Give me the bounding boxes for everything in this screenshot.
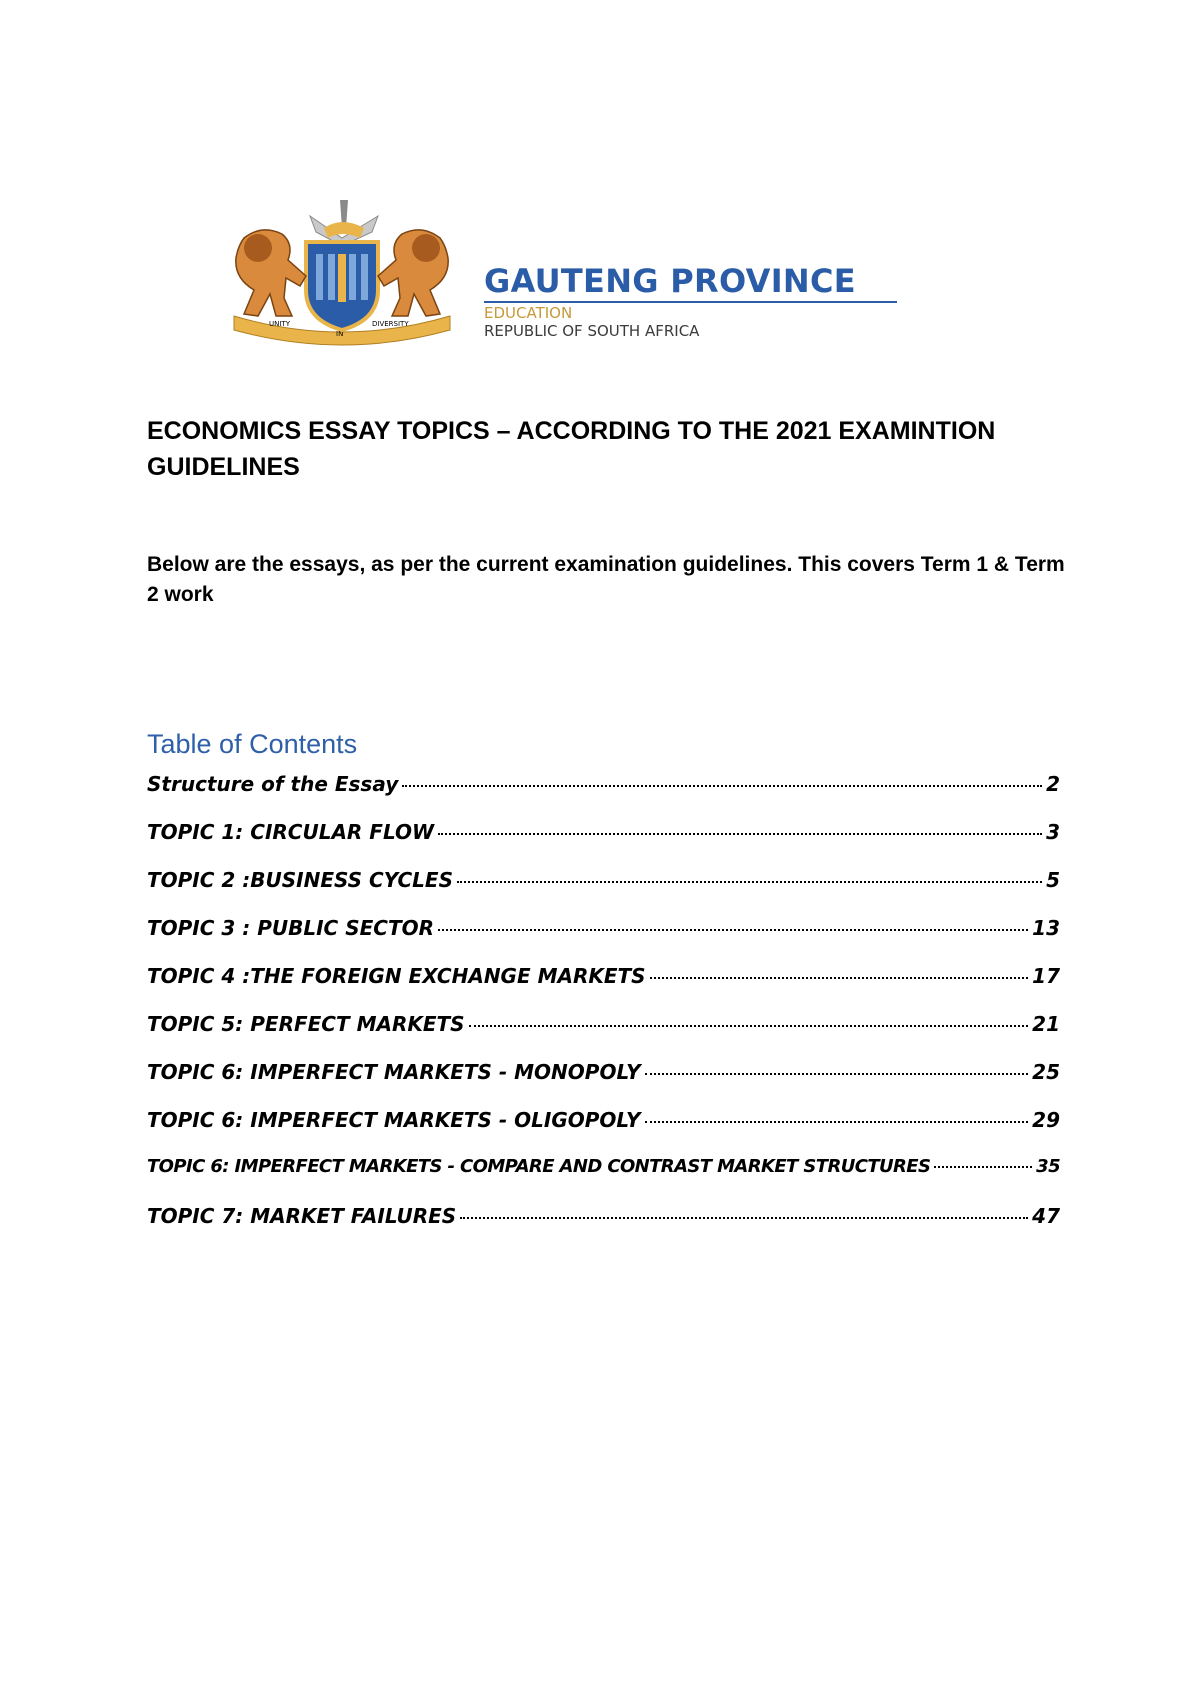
toc-entry-label: TOPIC 7: MARKET FAILURES <box>147 1204 457 1228</box>
logo-title: GAUTENG PROVINCE <box>484 262 856 300</box>
toc-entry-page: 13 <box>1032 916 1060 940</box>
toc-entry-topic-4[interactable] <box>147 964 1060 1012</box>
toc-entry-topic-6-compare[interactable] <box>147 1156 1060 1204</box>
motto-unity: UNITY <box>269 320 290 328</box>
toc-entry-topic-2[interactable] <box>147 868 1060 916</box>
motto-in: IN <box>336 330 344 338</box>
toc-entry-label: TOPIC 1: CIRCULAR FLOW <box>147 820 435 844</box>
toc-entry-page: 47 <box>1032 1204 1060 1228</box>
toc-entry-page: 3 <box>1046 820 1060 844</box>
toc-leader-dots <box>402 785 1042 787</box>
toc-entry-topic-7[interactable] <box>147 1204 1060 1252</box>
toc-entry-label: Structure of the Essay <box>147 772 399 796</box>
toc-entry-page: 35 <box>1036 1156 1060 1177</box>
toc-entry-page: 25 <box>1032 1060 1060 1084</box>
toc-leader-dots <box>457 881 1042 883</box>
toc-entry-label: TOPIC 6: IMPERFECT MARKETS - OLIGOPOLY <box>147 1108 641 1132</box>
toc-heading: Table of Contents <box>147 729 358 759</box>
toc-entry-label: TOPIC 5: PERFECT MARKETS <box>147 1012 465 1036</box>
intro-paragraph: Below are the essays, as per the current examination guidelines. This covers Term 1 & Term 2 work <box>147 553 1065 606</box>
toc-entry-structure[interactable] <box>147 772 1060 820</box>
motto-diversity: DIVERSITY <box>372 320 409 328</box>
toc-entry-label: TOPIC 6: IMPERFECT MARKETS - COMPARE AND CONTRAST MARKET STRUCTURES <box>147 1156 931 1177</box>
document-title: ECONOMICS ESSAY TOPICS – ACCORDING TO THE 2021 EXAMINTION GUIDELINES <box>147 417 996 481</box>
toc-entry-topic-6-oligopoly[interactable] <box>147 1108 1060 1156</box>
logo-underline <box>484 301 897 303</box>
coat-of-arms-icon <box>214 198 470 348</box>
toc-entry-page: 17 <box>1032 964 1060 988</box>
toc-leader-dots <box>650 977 1029 979</box>
toc-leader-dots <box>438 833 1042 835</box>
toc-entry-topic-6-monopoly[interactable] <box>147 1060 1060 1108</box>
logo-country: REPUBLIC OF SOUTH AFRICA <box>484 322 700 340</box>
toc-entry-label: TOPIC 2 :BUSINESS CYCLES <box>147 868 453 892</box>
toc-entry-label: TOPIC 4 :THE FOREIGN EXCHANGE MARKETS <box>147 964 646 988</box>
toc-entry-page: 2 <box>1046 772 1060 796</box>
toc-leader-dots <box>438 929 1028 931</box>
toc-entry-page: 29 <box>1032 1108 1060 1132</box>
toc-leader-dots <box>469 1025 1029 1027</box>
toc-leader-dots <box>645 1121 1029 1123</box>
toc-entry-topic-5[interactable] <box>147 1012 1060 1060</box>
table-of-contents <box>147 772 1060 1252</box>
toc-entry-label: TOPIC 6: IMPERFECT MARKETS - MONOPOLY <box>147 1060 641 1084</box>
gauteng-logo <box>214 198 914 348</box>
toc-leader-dots <box>460 1217 1028 1219</box>
toc-entry-topic-3[interactable] <box>147 916 1060 964</box>
logo-subtitle: EDUCATION <box>484 304 573 322</box>
toc-entry-page: 21 <box>1032 1012 1060 1036</box>
toc-leader-dots <box>934 1166 1032 1168</box>
toc-entry-label: TOPIC 3 : PUBLIC SECTOR <box>147 916 434 940</box>
toc-entry-page: 5 <box>1046 868 1060 892</box>
toc-leader-dots <box>645 1073 1029 1075</box>
toc-entry-topic-1[interactable] <box>147 820 1060 868</box>
